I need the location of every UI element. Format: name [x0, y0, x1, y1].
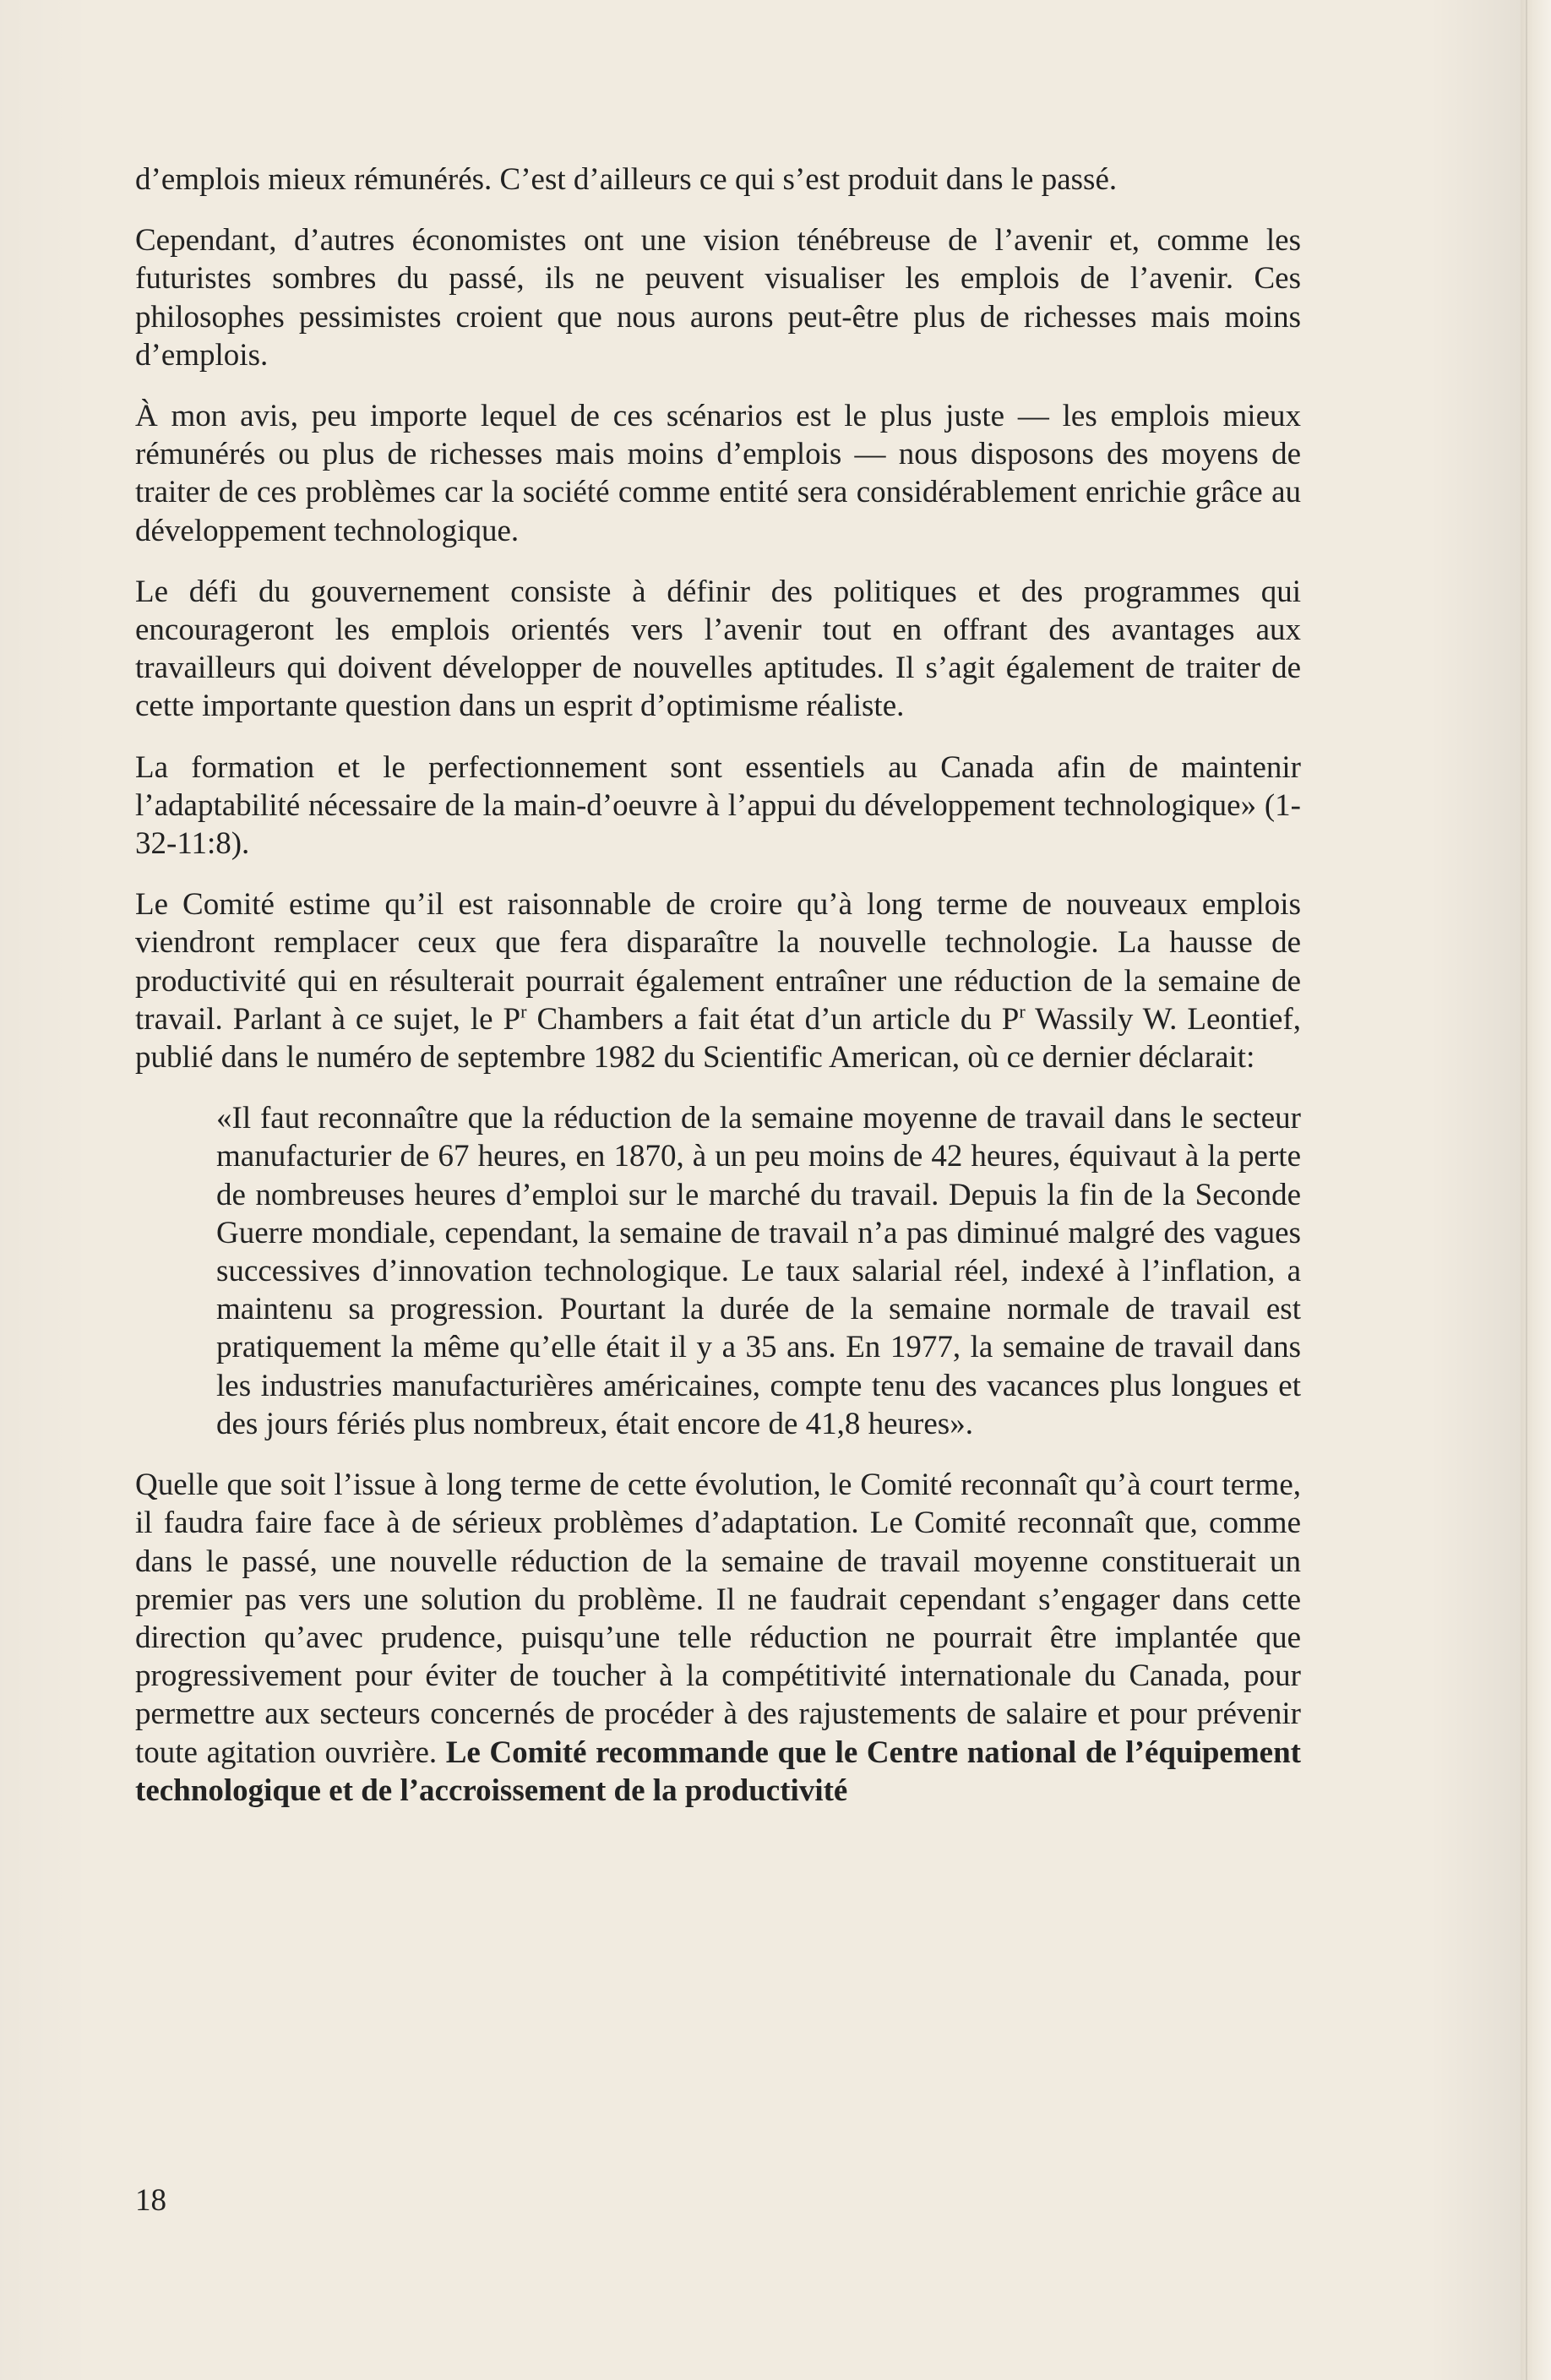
paragraph-6-text-b: Chambers a fait état d’un article du P: [526, 1001, 1020, 1037]
paragraph-6-text-c: Wassily W. Leontief, publié dans le numéro de septembre 1982 du Scientific American, où ce dernier déclarait:: [135, 1001, 1301, 1076]
page-number: 18: [135, 2183, 166, 2218]
paragraph-1: d’emplois mieux rémunérés. C’est d’ailleurs ce qui s’est produit dans le passé.: [135, 162, 1118, 197]
body-text: [135, 161, 1301, 1833]
paragraph-2: Cependant, d’autres économistes ont une vision ténébreuse de l’avenir et, comme les futuristes sombres du passé, ils ne peuvent visualiser les emplois de l’avenir. Ces philosophes pessimistes croient que nous aurons peut-être plus de richesses mais moins d’emplois.: [135, 223, 1301, 373]
professor-abbrev-superscript: r: [1019, 1000, 1026, 1022]
paragraph-7-text: Quelle que soit l’issue à long terme de cette évolution, le Comité reconnaît qu’à court terme, il faudra faire face à de sérieux problèmes d’adaptation. Le Comité reconnaît que, comme dans le passé, une nouvelle réduction de la semaine de travail moyenne constituerait un premier pas vers une solution du problème. Il ne faudrait cependant s’engager dans cette direction qu’avec prudence, puisqu’une telle réduction ne pourrait être implantée que progressivement pour éviter de toucher à la compétitivité internationale du Canada, pour permettre aux secteurs concernés de procéder à des rajustements de salaire et pour prévenir toute agitation ouvrière.: [135, 1468, 1301, 1770]
recommendation-bold-text: Le Comité recommande que le Centre national de l’équipement technologique et de l’accroissement de la productivité: [135, 1735, 1301, 1808]
paragraph-3: À mon avis, peu importe lequel de ces scénarios est le plus juste — les emplois mieux rémunérés ou plus de richesses mais moins d’emplois — nous disposons des moyens de traiter de ces problèmes car la société comme entité sera considérablement enrichie grâce au développement technologique.: [135, 399, 1301, 548]
paragraph-7: [135, 1466, 1301, 1810]
paragraph-6-text-a: Le Comité estime qu’il est raisonnable de croire qu’à long terme de nouveaux emplois viendront remplacer ceux que fera disparaître la nouvelle technologie. La hausse de productivité qui en résulterait pourrait également entraîner une réduction de la semaine de travail. Parlant à ce sujet, le P: [135, 887, 1301, 1037]
block-quote: «Il faut reconnaître que la réduction de la semaine moyenne de travail dans le secteur manufacturier de 67 heures, en 1870, à un peu moins de 42 heures, équivaut à la perte de nombreuses heures d’emploi sur le marché du travail. Depuis la fin de la Seconde Guerre mondiale, cependant, la semaine de travail n’a pas diminué malgré des vagues successives d’innovation technologique. Le taux salarial réel, indexé à l’inflation, a maintenu sa progression. Pourtant la durée de la semaine normale de travail est pratiquement la même qu’elle était il y a 35 ans. En 1977, la semaine de travail dans les industries manufacturières américaines, compte tenu des vacances plus longues et des jours fériés plus nombreux, était encore de 41,8 heures».: [216, 1101, 1301, 1441]
page-edge: [1521, 0, 1551, 2380]
paragraph-5: La formation et le perfectionnement sont essentiels au Canada afin de maintenir l’adaptabilité nécessaire de la main-d’oeuvre à l’appui du développement technologique» (1-32-11:8).: [135, 749, 1301, 862]
paragraph-6: [135, 885, 1301, 1076]
professor-abbrev-superscript: r: [520, 1000, 527, 1022]
paragraph-4: Le défi du gouvernement consiste à définir des politiques et des programmes qui encourageront les emplois orientés vers l’avenir tout en offrant des avantages aux travailleurs qui doivent développer de nouvelles aptitudes. Il s’agit également de traiter de cette importante question dans un esprit d’optimisme réaliste.: [135, 574, 1301, 724]
